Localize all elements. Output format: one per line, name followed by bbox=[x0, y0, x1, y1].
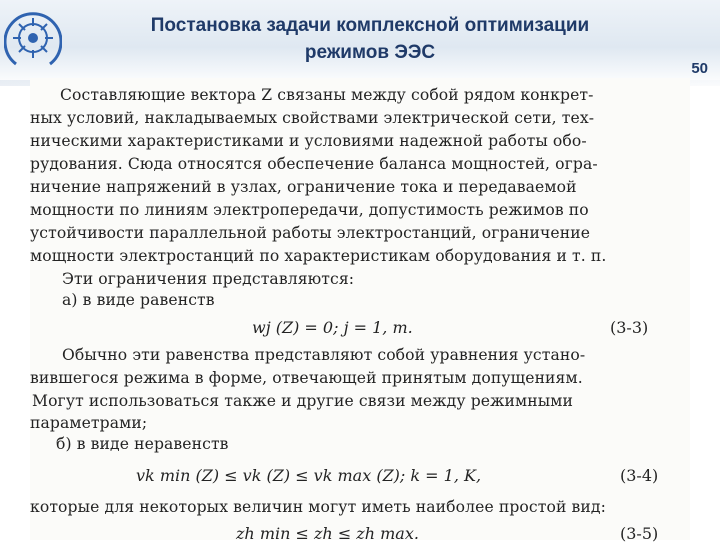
text-line: мощности по линиям электропередачи, допустимость режимов по bbox=[30, 201, 589, 219]
slide-title-line-1: Постановка задачи комплексной оптимизации bbox=[150, 15, 590, 36]
text-line: рудования. Сюда относятся обеспечение баланса мощностей, огра- bbox=[30, 155, 598, 173]
equation-number: (3-5) bbox=[620, 524, 659, 543]
text-line: вившегося режима в форме, отвечающей принятым допущениям. bbox=[30, 369, 583, 387]
equation-number: (3-4) bbox=[620, 466, 659, 485]
text-line: параметрами; bbox=[30, 414, 148, 432]
text-line: а) в виде равенств bbox=[62, 291, 215, 309]
text-line: Составляющие вектора Z связаны между собой рядом конкрет- bbox=[60, 86, 594, 104]
text-line: Эти ограничения представляются: bbox=[62, 270, 355, 288]
equation-3-5: zh min ≤ zh ≤ zh max. bbox=[236, 524, 419, 543]
sun-emblem-icon bbox=[4, 4, 62, 72]
equation-3-4: vk min (Z) ≤ vk (Z) ≤ vk max (Z); k = 1, K, bbox=[136, 466, 482, 485]
text-line: которые для некоторых величин могут иметь наиболее простой вид: bbox=[30, 498, 606, 516]
text-line: ных условий, накладываемых свойствами электрической сети, тех- bbox=[30, 109, 595, 127]
text-line: ническими характеристиками и условиями надежной работы обо- bbox=[30, 132, 587, 150]
equation-3-3: wj (Z) = 0; j = 1, m. bbox=[252, 318, 413, 337]
slide-title bbox=[70, 12, 670, 66]
slide-title-line-2: режимов ЭЭС bbox=[304, 42, 436, 63]
text-line: ничение напряжений в узлах, ограничение тока и передаваемой bbox=[30, 178, 577, 196]
scanned-page bbox=[30, 78, 690, 543]
text-line: Могут использоваться также и другие связи между режимными bbox=[32, 392, 574, 410]
page-number: 50 bbox=[691, 60, 708, 77]
text-line: устойчивости параллельной работы электростанций, ограничение bbox=[30, 224, 591, 242]
text-line: б) в виде неравенств bbox=[56, 435, 229, 453]
text-line: мощности электростанций по характеристикам оборудования и т. п. bbox=[30, 247, 607, 265]
equation-number: (3-3) bbox=[610, 318, 649, 337]
text-line: Обычно эти равенства представляют собой уравнения устано- bbox=[62, 346, 586, 364]
